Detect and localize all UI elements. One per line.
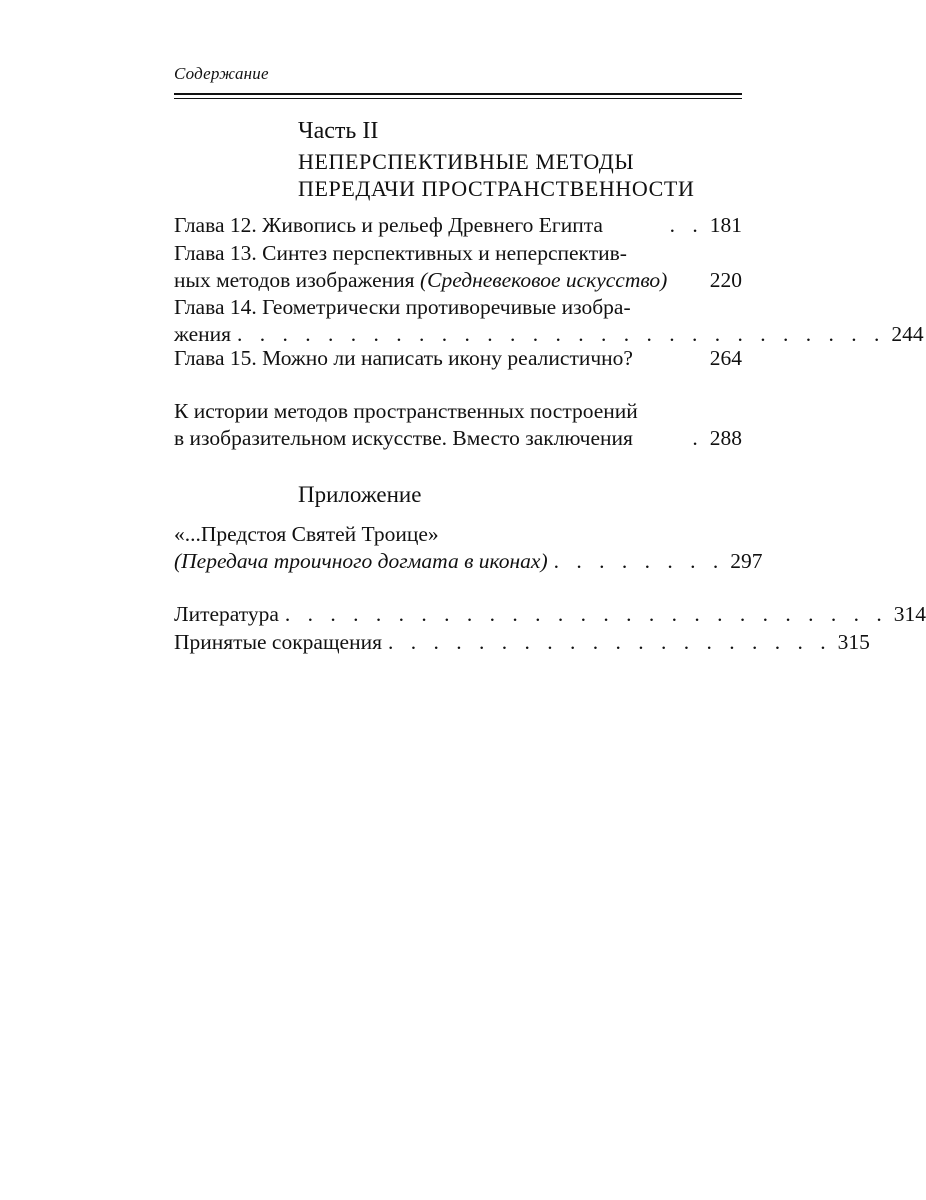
appendix-label: Приложение [298,482,422,507]
toc-entry-abbreviations[interactable] [174,629,870,656]
toc-entry-title-plain: ных методов изображения [174,268,420,292]
dot-leader: . . . . . . . . . . . . . . . . . . . . . . . . . . . [284,602,888,626]
page-number: 181 [709,213,742,237]
toc-entry-title: К истории методов пространственных построений [174,399,638,423]
toc-entry-title: Глава 15. Можно ли написать икону реалистично? [174,346,633,370]
toc-entry-chapter-12[interactable] [174,212,742,239]
page-number: 244 [891,322,924,346]
part-title [298,148,694,202]
dot-leader: . . . . . . . . [553,549,725,573]
toc-entry-conclusion[interactable] [174,398,742,452]
toc-entry-title: «...Предстоя Святей Троице» [174,522,439,546]
dot-leader: . [692,426,704,450]
toc-entry-title: Принятые сокращения [174,630,382,654]
header-rule-thin [174,98,742,99]
toc-entry-title-continued: жения [174,322,232,346]
running-head: Содержание [174,64,269,83]
dot-leader: . . . . . . . . . . . . . . . . . . . . [387,630,832,654]
toc-entry-subtitle: (Передача троичного догмата в иконах) [174,549,548,573]
dot-leader: . . . . . . . . . . . . . . . . . . . . . . . . . . . . . [237,322,886,346]
toc-entry-title: Глава 13. Синтез перспективных и неперспектив- [174,241,627,265]
dot-leader: . . [669,213,704,237]
toc-entry-title-italic: (Средневековое искусство) [419,268,668,292]
page-number: 297 [730,549,763,573]
toc-entry-appendix[interactable] [174,521,763,575]
toc-entry-title: Глава 12. Живопись и рельеф Древнего Египта [174,213,603,237]
toc-entry-title-continued: в изобразительном искусстве. Вместо заключения [174,426,633,450]
toc-page [174,0,926,1200]
page-number: 315 [837,630,870,654]
part-title-line-2: ПЕРЕДАЧИ ПРОСТРАНСТВЕННОСТИ [298,176,695,201]
toc-entry-chapter-13[interactable] [174,240,742,294]
toc-entry-title-continued [174,267,667,294]
part-title-line-1: НЕПЕРСПЕКТИВНЫЕ МЕТОДЫ [298,149,635,174]
page-number: 220 [709,268,742,292]
toc-entry-chapter-15[interactable] [174,345,742,372]
header-rule-thick [174,93,742,95]
page-number: 264 [709,346,742,370]
toc-entry-title: Литература [174,602,279,626]
toc-entry-chapter-14[interactable] [174,294,924,348]
page-number: 314 [893,602,926,626]
toc-entry-literature[interactable] [174,601,926,628]
toc-entry-title: Глава 14. Геометрически противоречивые изобра- [174,295,631,319]
page-number: 288 [709,426,742,450]
part-label: Часть II [298,118,379,144]
